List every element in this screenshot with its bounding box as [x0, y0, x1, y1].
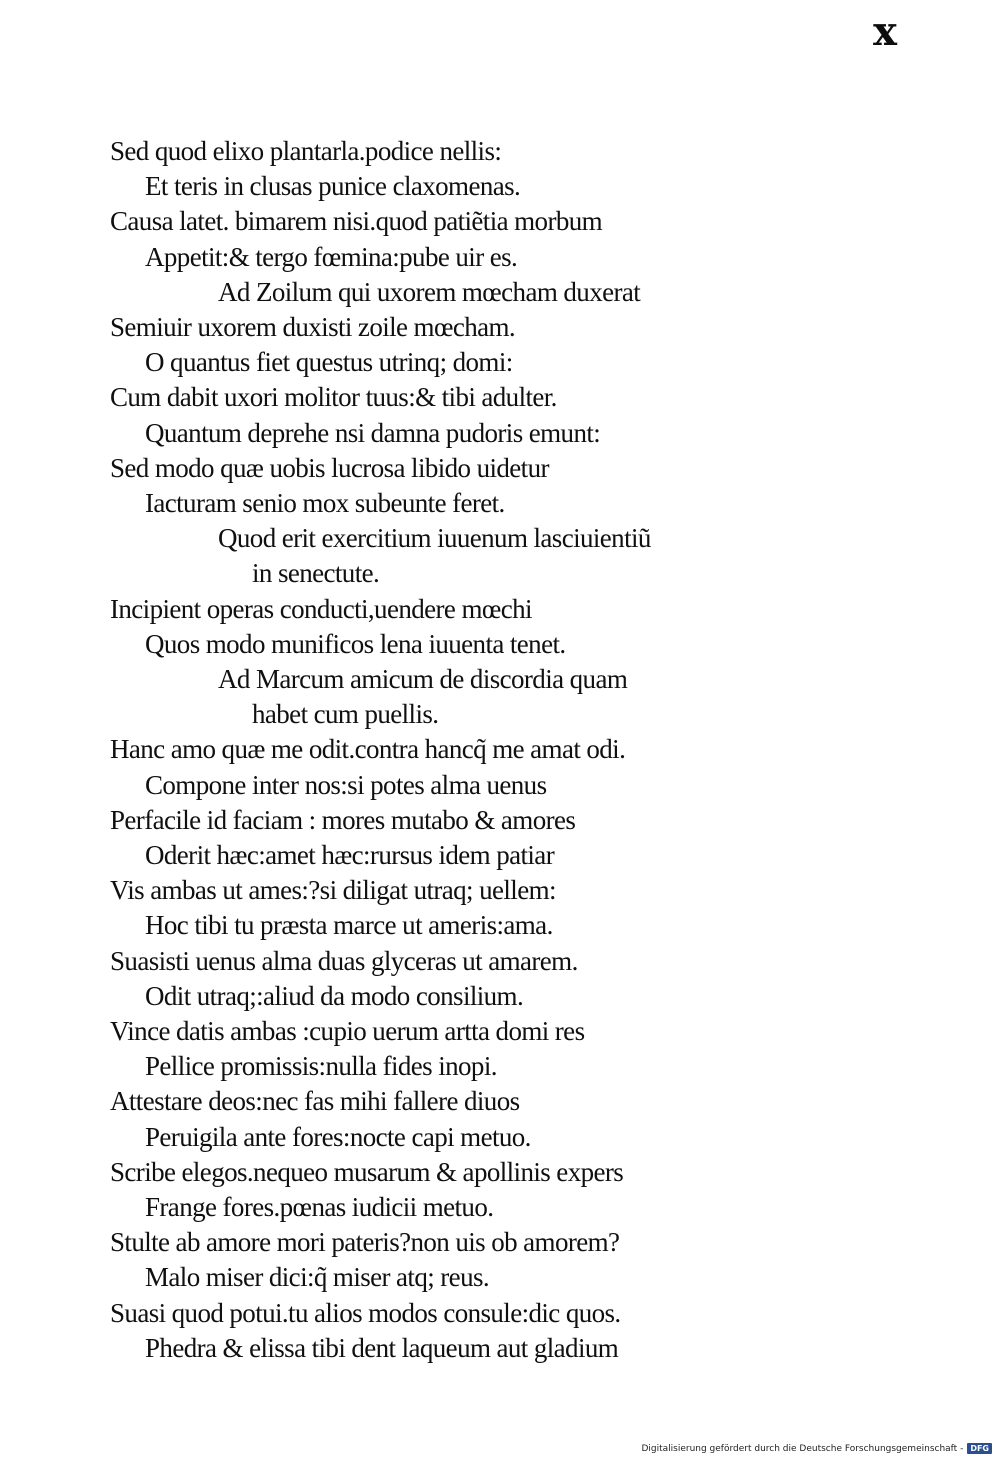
poem-line: Hanc amo quæ me odit.contra hancq̃ me amat odi. — [110, 734, 626, 764]
poem-line: Sed modo quæ uobis lucrosa libido uidetur — [110, 453, 549, 483]
poem-line: Malo miser dici:q̃ miser atq; reus. — [145, 1262, 490, 1292]
poem-line: Frange fores.pœnas iudicii metuo. — [145, 1192, 494, 1222]
poem-line: Appetit:& tergo fœmina:pube uir es. — [145, 242, 518, 272]
poem-line: Attestare deos:nec fas mihi fallere diuos — [110, 1086, 520, 1116]
poem-line: O quantus fiet questus utrinq; domi: — [145, 347, 513, 377]
poem-line: Semiuir uxorem duxisti zoile mœcham. — [110, 312, 516, 342]
poem-line: Et teris in clusas punice claxomenas. — [145, 171, 521, 201]
poem-line: Pellice promissis:nulla fides inopi. — [145, 1051, 497, 1081]
poem-line: Causa latet. bimarem nisi.quod patiẽtia morbum — [110, 206, 603, 236]
poem-line: Incipient operas conducti,uendere mœchi — [110, 594, 532, 624]
poem-line: Quod erit exercitium iuuenum lasciuientiũ — [218, 523, 651, 553]
poem-line: Quantum deprehe nsi damna pudoris emunt: — [145, 418, 601, 448]
poem-line: Perfacile id faciam : mores mutabo & amores — [110, 805, 576, 835]
poem-line: Suasi quod potui.tu alios modos consule:dic quos. — [110, 1298, 621, 1328]
footer-credit: Digitalisierung gefördert durch die Deutsche Forschungsgemeinschaft - — [641, 1443, 964, 1454]
folio-mark: x — [873, 8, 896, 55]
digitization-footer — [641, 1443, 992, 1454]
poem-line: Phedra & elissa tibi dent laqueum aut gladium — [145, 1333, 619, 1363]
poem-line: Compone inter nos:si potes alma uenus — [145, 770, 547, 800]
poem-line: Iacturam senio mox subeunte feret. — [145, 488, 505, 518]
poem-line: Sed quod elixo plantarla.podice nellis: — [110, 136, 502, 166]
poem-line: Hoc tibi tu præsta marce ut ameris:ama. — [145, 910, 553, 940]
poem-line: Vis ambas ut ames:?si diligat utraq; uellem: — [110, 875, 556, 905]
poem-line: Quos modo munificos lena iuuenta tenet. — [145, 629, 566, 659]
poem-line: habet cum puellis. — [252, 699, 439, 729]
poem-line: Oderit hæc:amet hæc:rursus idem patiar — [145, 840, 555, 870]
poem-line: Stulte ab amore mori pateris?non uis ob amorem? — [110, 1227, 620, 1257]
poem-line: Peruigila ante fores:nocte capi metuo. — [145, 1122, 531, 1152]
poem-line: Scribe elegos.nequeo musarum & apollinis expers — [110, 1157, 624, 1187]
poem-line: Suasisti uenus alma duas glyceras ut amarem. — [110, 946, 578, 976]
poem-line: Ad Zoilum qui uxorem mœcham duxerat — [218, 277, 641, 307]
poem-line: Vince datis ambas :cupio uerum artta domi res — [110, 1016, 585, 1046]
poem-line: Cum dabit uxori molitor tuus:& tibi adulter. — [110, 382, 557, 412]
poem-line: in senectute. — [252, 558, 380, 588]
poem-line: Odit utraq;:aliud da modo consilium. — [145, 981, 524, 1011]
dfg-logo: DFG — [967, 1443, 992, 1454]
poem-line: Ad Marcum amicum de discordia quam — [218, 664, 628, 694]
